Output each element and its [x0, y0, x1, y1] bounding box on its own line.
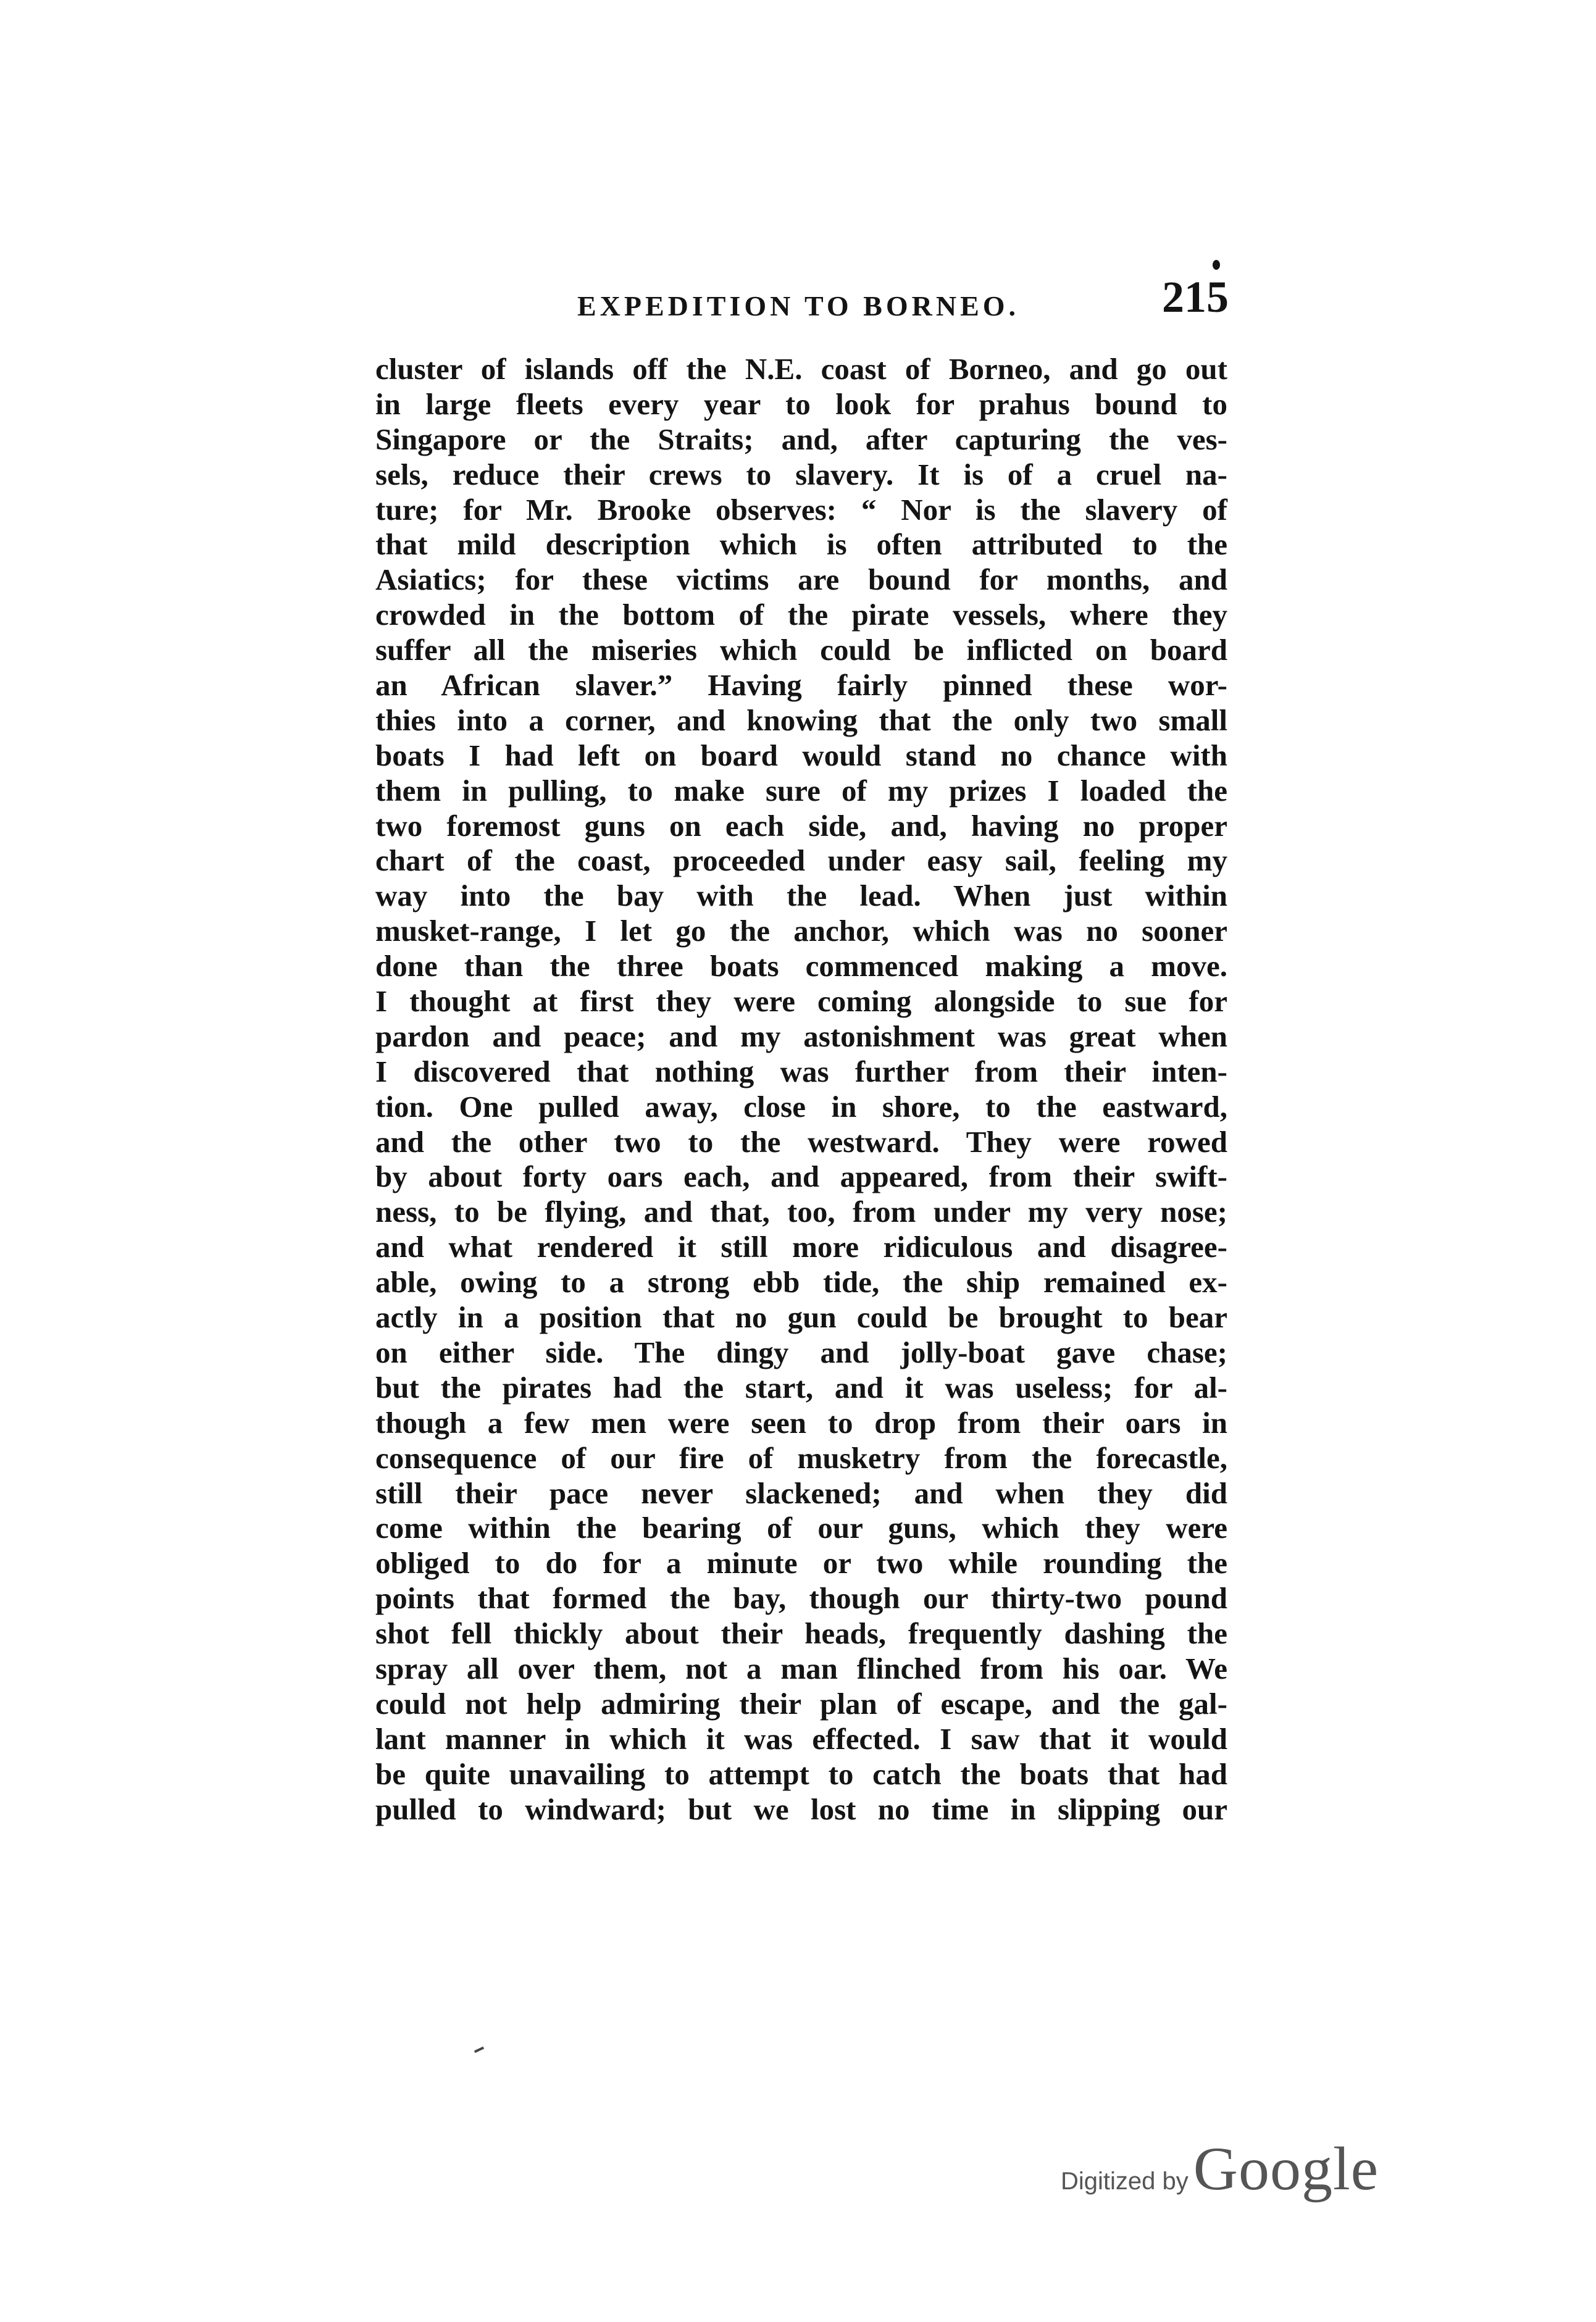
text-line: that mild description which is often attributed to the: [375, 527, 1227, 562]
text-line: done than the three boats commenced making a move.: [375, 949, 1227, 984]
text-line: them in pulling, to make sure of my prizes I loaded the: [375, 773, 1227, 808]
watermark-brand: Google: [1193, 2134, 1379, 2203]
text-line: obliged to do for a minute or two while rounding the: [375, 1546, 1227, 1581]
text-line: lant manner in which it was effected. I saw that it would: [375, 1721, 1227, 1756]
text-line: and what rendered it still more ridiculous and disagree-: [375, 1230, 1227, 1264]
text-line: shot fell thickly about their heads, frequently dashing the: [375, 1616, 1227, 1651]
body-text: [375, 352, 1227, 1827]
text-line: could not help admiring their plan of escape, and the gal-: [375, 1686, 1227, 1721]
ink-dot: [1213, 260, 1220, 270]
running-head: EXPEDITION TO BORNEO.: [577, 290, 1020, 322]
text-line: pulled to windward; but we lost no time in slipping our: [375, 1792, 1227, 1826]
text-line: spray all over them, not a man flinched from his oar. We: [375, 1651, 1227, 1685]
text-line: chart of the coast, proceeded under easy sail, feeling my: [375, 843, 1227, 878]
text-line: still their pace never slackened; and when they did: [375, 1476, 1227, 1510]
text-line: two foremost guns on each side, and, having no proper: [375, 808, 1227, 843]
text-line: on either side. The dingy and jolly-boat gave chase;: [375, 1335, 1227, 1369]
text-line: cluster of islands off the N.E. coast of Borneo, and go out: [375, 352, 1227, 386]
text-line: thies into a corner, and knowing that the only two small: [375, 703, 1227, 737]
text-line: an African slaver.” Having fairly pinned these wor-: [375, 668, 1227, 703]
text-line: I thought at first they were coming alongside to sue for: [375, 984, 1227, 1019]
text-line: sels, reduce their crews to slavery. It is of a cruel na-: [375, 457, 1227, 491]
text-line: suffer all the miseries which could be inflicted on board: [375, 633, 1227, 667]
stray-ink-mark: [474, 2047, 484, 2053]
text-line: I discovered that nothing was further from their inten-: [375, 1054, 1227, 1088]
digitization-watermark: [1061, 2133, 1379, 2201]
page-header: [374, 272, 1229, 349]
text-line: be quite unavailing to attempt to catch the boats that had: [375, 1756, 1227, 1791]
text-line: pardon and peace; and my astonishment was great when: [375, 1019, 1227, 1053]
page-number: 215: [1162, 272, 1229, 322]
text-line: though a few men were seen to drop from their oars in: [375, 1405, 1227, 1440]
text-line: points that formed the bay, though our thirty-two pound: [375, 1581, 1227, 1616]
text-line: come within the bearing of our guns, which they were: [375, 1511, 1227, 1545]
text-line: Asiatics; for these victims are bound for months, and: [375, 562, 1227, 597]
text-line: consequence of our fire of musketry from the forecastle,: [375, 1440, 1227, 1475]
watermark-prefix: Digitized by: [1061, 2168, 1189, 2195]
text-line: in large fleets every year to look for prahus bound to: [375, 386, 1227, 421]
text-line: by about forty oars each, and appeared, from their swift-: [375, 1159, 1227, 1194]
text-line: musket-range, I let go the anchor, which was no sooner: [375, 914, 1227, 948]
text-line: tion. One pulled away, close in shore, to the eastward,: [375, 1089, 1227, 1124]
text-line: boats I had left on board would stand no chance with: [375, 738, 1227, 772]
text-line: able, owing to a strong ebb tide, the ship remained ex-: [375, 1265, 1227, 1300]
text-line: actly in a position that no gun could be brought to bear: [375, 1300, 1227, 1335]
text-line: and the other two to the westward. They were rowed: [375, 1124, 1227, 1159]
text-line: ture; for Mr. Brooke observes: “ Nor is the slavery of: [375, 492, 1227, 527]
text-line: way into the bay with the lead. When just within: [375, 879, 1227, 913]
text-line: but the pirates had the start, and it was useless; for al-: [375, 1370, 1227, 1405]
text-line: ness, to be flying, and that, too, from under my very nose;: [375, 1195, 1227, 1229]
text-line: Singapore or the Straits; and, after capturing the ves-: [375, 422, 1227, 456]
text-line: crowded in the bottom of the pirate vessels, where they: [375, 598, 1227, 632]
